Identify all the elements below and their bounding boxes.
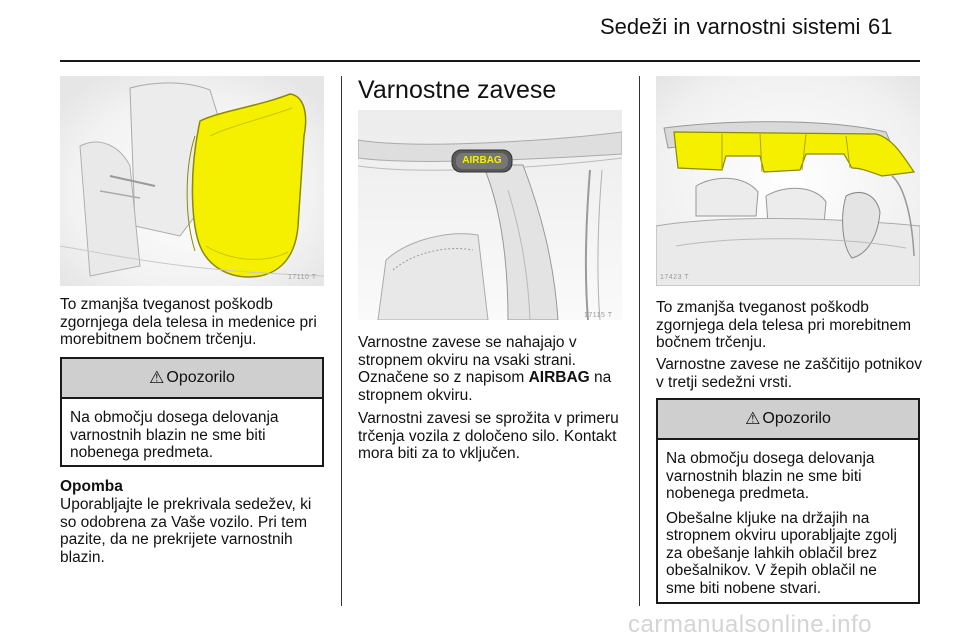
- watermark: carmanualsonline.info: [628, 611, 872, 638]
- col3-warning-box: [656, 398, 920, 604]
- note-title: Opomba: [60, 478, 123, 495]
- header-rule: [60, 60, 920, 62]
- warning-body: [658, 440, 918, 597]
- airbag-label: AIRBAG: [462, 155, 502, 166]
- curtain-airbag-pillar-illustration: [358, 110, 622, 320]
- column-divider-right: [639, 76, 640, 606]
- running-header-title: Sedeži in varnostni sistemi: [600, 14, 861, 39]
- col3-paragraph-2: Varnostne zavese ne zaščitijo potnikov v tretji sedežni vrsti.: [656, 356, 922, 391]
- figure-code: 17110 T: [288, 274, 317, 281]
- warning-triangle-icon: ⚠: [149, 368, 165, 387]
- page-number: 61: [868, 14, 893, 39]
- col2-paragraph-1-text: Varnostne zavese se nahajajo v stropnem okviru na vsaki strani. Označene so z napisom: [358, 334, 577, 386]
- col1-warning-box: [60, 357, 324, 467]
- col2-paragraph-1-text-end: na stropnem okviru.: [358, 369, 612, 404]
- note-text: Uporabljajte le prekrivala sedežev, ki so odobrena za Vaše vozilo. Pri tem pazite, da ne prekrijete varnostnih blazin.: [60, 496, 312, 566]
- warning-title: Opozorilo: [762, 410, 831, 427]
- warning-header: [62, 359, 322, 399]
- airbag-term: AIRBAG: [528, 369, 590, 386]
- col1-intro-paragraph: To zmanjša tveganost poškodb zgornjega dela telesa in medenice pri morebitnem bočnem trčenju.: [60, 296, 317, 348]
- warning-header: [658, 400, 918, 440]
- col2-paragraph-2: Varnostni zavesi se sprožita v primeru trčenja vozila z določeno silo. Kontakt mora biti za to vključen.: [358, 410, 619, 462]
- figure-code: 17423 T: [660, 274, 690, 281]
- col3-intro-paragraph: To zmanjša tveganost poškodb zgornjega dela telesa pri morebitnem bočnem trčenju.: [656, 299, 912, 351]
- col2-paragraph-1: [358, 334, 628, 404]
- warning-triangle-icon: ⚠: [745, 409, 761, 428]
- section-heading: Varnostne zavese: [358, 76, 557, 104]
- figure-code: 17115 T: [584, 312, 613, 319]
- warning-body: [62, 399, 322, 462]
- curtain-airbag-interior-illustration: [656, 76, 920, 286]
- side-airbag-illustration: [60, 76, 324, 286]
- warning-text: Na območju dosega delovanja varnostnih blazin ne sme biti nobenega predmeta.: [666, 450, 875, 502]
- warning-text-hooks: Obešalne kljuke na držajih na stropnem okviru uporabljajte zgolj za obešanje lahkih oblačil brez obešalnikov. V žepih oblačil ne sme biti nobene stvari.: [666, 509, 897, 597]
- warning-text: Na območju dosega delovanja varnostnih blazin ne sme biti nobenega predmeta.: [70, 409, 279, 461]
- warning-title: Opozorilo: [166, 369, 235, 386]
- column-divider-left: [341, 76, 342, 606]
